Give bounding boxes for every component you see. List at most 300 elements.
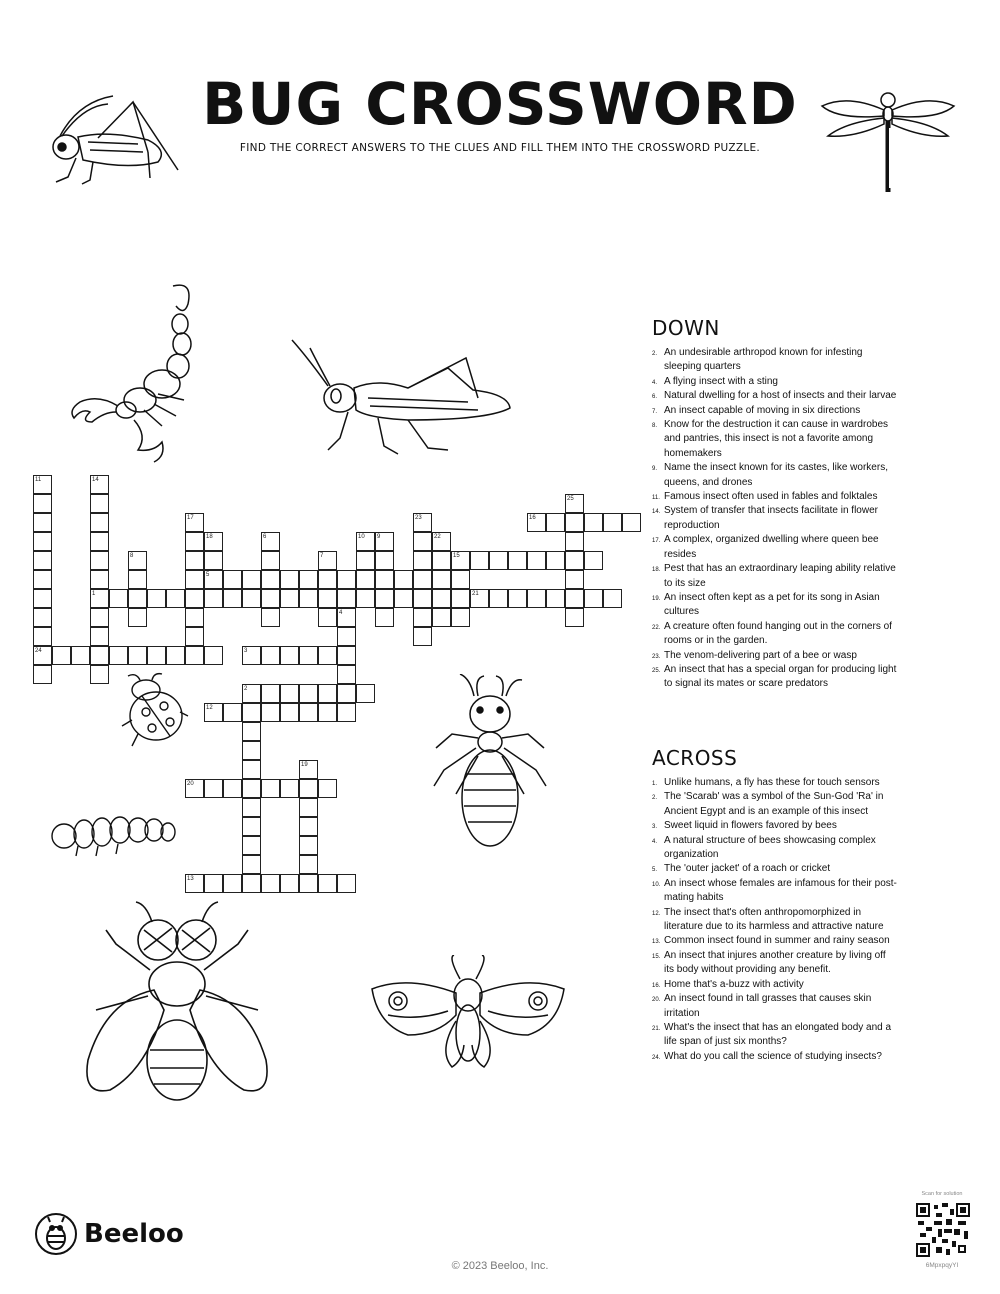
crossword-cell[interactable] [33,627,52,646]
crossword-cell[interactable] [185,513,204,532]
clue-text: Common insect found in summer and rainy season [664,935,890,947]
crossword-cell[interactable] [470,551,489,570]
crossword-cell[interactable] [261,874,280,893]
cell-number: 16 [529,515,536,521]
crossword-cell[interactable] [413,627,432,646]
crossword-cell[interactable] [546,589,565,608]
crossword-cell[interactable] [185,779,204,798]
crossword-cell[interactable] [280,874,299,893]
crossword-cell[interactable] [356,532,375,551]
crossword-cell[interactable] [185,627,204,646]
clue-item [652,934,897,948]
crossword-cell[interactable] [565,608,584,627]
crossword-cell[interactable] [261,646,280,665]
crossword-cell[interactable] [280,589,299,608]
crossword-cell[interactable] [33,608,52,627]
crossword-cell[interactable] [375,570,394,589]
crossword-cell[interactable] [242,874,261,893]
caterpillar-icon [48,808,178,864]
crossword-cell[interactable] [337,627,356,646]
clue-text: A natural structure of bees showcasing complex organization [664,834,876,861]
clue-item [652,776,897,790]
crossword-cell[interactable] [451,589,470,608]
crossword-cell[interactable] [565,589,584,608]
clue-number: 10. [652,881,661,888]
crossword-cell[interactable] [527,551,546,570]
clue-text: An insect often kept as a pet for its song in Asian cultures [664,591,880,618]
crossword-cell[interactable] [90,570,109,589]
clue-item [652,533,897,562]
crossword-cell[interactable] [337,665,356,684]
clue-text: Unlike humans, a fly has these for touch sensors [664,777,880,788]
clue-text: A complex, organized dwelling where queen bee resides [664,534,879,560]
cell-number: 13 [187,876,194,882]
clue-item [652,346,897,375]
clue-text: An insect whose females are infamous for their post-mating habits [664,877,897,904]
crossword-cell[interactable] [318,646,337,665]
crossword-cell[interactable] [299,836,318,855]
crossword-cell[interactable] [622,513,641,532]
crossword-cell[interactable] [242,760,261,779]
crossword-cell[interactable] [128,608,147,627]
crossword-cell[interactable] [337,646,356,665]
crossword-cell[interactable] [223,703,242,722]
clue-item [652,663,897,692]
crossword-cell[interactable] [166,589,185,608]
clue-text: What do you call the science of studying insects? [664,1050,882,1062]
crossword-cell[interactable] [318,608,337,627]
crossword-cell[interactable] [394,570,413,589]
crossword-cell[interactable] [261,703,280,722]
clue-item [652,819,897,833]
crossword-cell[interactable] [185,570,204,589]
clue-text: System of transfer that insects facilitate in flower reproduction [664,505,878,531]
crossword-cell[interactable] [375,532,394,551]
crossword-cell[interactable] [185,646,204,665]
clue-number: 8. [652,423,658,430]
crossword-cell[interactable] [204,532,223,551]
crossword-cell[interactable] [299,570,318,589]
clue-number: 21. [652,1025,661,1032]
crossword-cell[interactable] [204,703,223,722]
crossword-cell[interactable] [33,665,52,684]
crossword-cell[interactable] [185,874,204,893]
cell-number: 8 [130,553,134,559]
clue-item [652,649,897,663]
crossword-cell[interactable] [242,798,261,817]
cell-number: 15 [453,553,460,559]
clue-text: Home that's a-buzz with activity [664,978,804,990]
crossword-cell[interactable] [565,513,584,532]
crossword-cell[interactable] [261,570,280,589]
crossword-cell[interactable] [584,513,603,532]
copyright: © 2023 Beeloo, Inc. [451,1260,549,1272]
crossword-cell[interactable] [242,836,261,855]
crossword-cell[interactable] [242,570,261,589]
crossword-cell[interactable] [185,551,204,570]
crossword-cell[interactable] [261,779,280,798]
crossword-cell[interactable] [33,589,52,608]
clue-number: 20. [652,997,661,1004]
clue-text: An insect capable of moving in six directions [664,404,861,416]
clue-text: The 'Scarab' was a symbol of the Sun-God 'Ra' in Ancient Egypt and is an example of this insect [664,791,884,817]
clue-text: Name the insect known for its castes, like workers, queens, and drones [664,462,888,488]
cell-number: 3 [244,648,248,654]
scorpion-icon [58,276,208,466]
crossword-cell[interactable] [565,570,584,589]
dragonfly-icon [818,88,958,198]
crossword-cell[interactable] [223,779,242,798]
cell-number: 12 [206,705,213,711]
crossword-cell[interactable] [166,646,185,665]
crossword-cell[interactable] [451,551,470,570]
clue-item [652,562,897,591]
clue-number: 1. [652,781,658,787]
crossword-cell[interactable] [128,551,147,570]
bee-icon [34,1212,78,1256]
crossword-cell[interactable] [584,589,603,608]
crossword-cell[interactable] [375,589,394,608]
crossword-cell[interactable] [546,513,565,532]
clue-item [652,877,897,906]
across-clues [652,746,897,1064]
crossword-cell[interactable] [90,646,109,665]
clue-number: 3. [652,824,658,831]
crossword-cell[interactable] [299,589,318,608]
crossword-cell[interactable] [565,494,584,513]
crossword-cell[interactable] [242,703,261,722]
crossword-cell[interactable] [33,475,52,494]
clue-number: 12. [652,910,661,917]
crossword-cell[interactable] [356,589,375,608]
clue-item [652,1021,897,1050]
crossword-cell[interactable] [261,589,280,608]
logo-text: Beeloo [84,1219,184,1249]
crossword-cell[interactable] [337,703,356,722]
clue-item [652,1050,897,1064]
clue-item [652,504,897,533]
cell-number: 11 [35,477,42,483]
crossword-cell[interactable] [337,684,356,703]
crossword-cell[interactable] [508,551,527,570]
crossword-cell[interactable] [356,551,375,570]
crossword-cell[interactable] [318,570,337,589]
cell-number: 17 [187,515,194,521]
crossword-cell[interactable] [204,874,223,893]
crossword-cell[interactable] [337,589,356,608]
clue-number: 23. [652,653,661,660]
cell-number: 7 [320,553,324,559]
crossword-cell[interactable] [299,817,318,836]
beeloo-logo [34,1212,184,1256]
clue-text: Sweet liquid in flowers favored by bees [664,820,837,832]
cricket-icon [38,92,188,192]
clue-number: 7. [652,408,658,415]
crossword-cell[interactable] [280,646,299,665]
clue-item [652,461,897,490]
cell-number: 20 [187,781,194,787]
fly-icon [66,900,296,1110]
crossword-cell[interactable] [337,570,356,589]
clue-number: 4. [652,838,658,845]
crossword-cell[interactable] [128,589,147,608]
crossword-cell[interactable] [109,646,128,665]
clue-item [652,834,897,863]
clue-item [652,949,897,978]
crossword-cell[interactable] [90,608,109,627]
crossword-cell[interactable] [413,551,432,570]
crossword-cell[interactable] [432,608,451,627]
clue-item [652,790,897,819]
clue-item [652,375,897,389]
crossword-cell[interactable] [451,570,470,589]
clue-text: The 'outer jacket' of a roach or cricket [664,863,831,875]
crossword-cell[interactable] [128,646,147,665]
crossword-cell[interactable] [603,513,622,532]
crossword-cell[interactable] [432,532,451,551]
crossword-cell[interactable] [90,532,109,551]
clue-item [652,404,897,418]
crossword-cell[interactable] [489,551,508,570]
crossword-cell[interactable] [223,570,242,589]
clue-number: 16. [652,982,661,989]
clue-text: An insect found in tall grasses that causes skin irritation [664,993,872,1019]
crossword-cell[interactable] [413,532,432,551]
crossword-cell[interactable] [413,608,432,627]
crossword-cell[interactable] [546,551,565,570]
crossword-cell[interactable] [185,532,204,551]
clue-item [652,490,897,504]
crossword-cell[interactable] [33,532,52,551]
crossword-cell[interactable] [261,532,280,551]
crossword-cell[interactable] [242,684,261,703]
cell-number: 19 [301,762,308,768]
crossword-cell[interactable] [90,627,109,646]
crossword-cell[interactable] [489,589,508,608]
clue-item [652,389,897,403]
crossword-cell[interactable] [318,874,337,893]
crossword-cell[interactable] [90,589,109,608]
cell-number: 5 [206,572,210,578]
clue-text: An insect that injures another creature by living off its body without providing any benefit. [664,949,886,976]
crossword-cell[interactable] [33,551,52,570]
clue-item [652,992,897,1021]
cell-number: 25 [567,496,574,502]
crossword-cell[interactable] [375,608,394,627]
clue-item [652,418,897,461]
clue-number: 2. [652,795,658,802]
clue-text: The insect that's often anthropomorphized in literature due to its harmless and attractive nature [664,906,884,933]
crossword-cell[interactable] [299,684,318,703]
crossword-cell[interactable] [90,513,109,532]
crossword-cell[interactable] [394,589,413,608]
crossword-cell[interactable] [299,855,318,874]
clue-number: 17. [652,538,661,545]
qr-code-icon[interactable] [916,1203,970,1262]
crossword-cell[interactable] [318,551,337,570]
crossword-cell[interactable] [204,646,223,665]
clue-number: 5. [652,867,658,874]
cell-number: 14 [92,477,99,483]
moth-icon [368,955,568,1075]
clue-number: 25. [652,667,661,674]
clue-text: An undesirable arthropod known for infesting sleeping quarters [664,347,863,373]
cell-number: 18 [206,534,213,540]
down-heading: DOWN [652,316,720,340]
cell-number: 21 [472,591,479,597]
crossword-cell[interactable] [33,570,52,589]
crossword-cell[interactable] [565,551,584,570]
crossword-cell[interactable] [413,513,432,532]
across-heading: ACROSS [652,746,738,770]
crossword-cell[interactable] [242,779,261,798]
crossword-cell[interactable] [280,684,299,703]
clue-text: Natural dwelling for a host of insects and their larvae [664,390,897,402]
clue-number: 19. [652,595,661,602]
crossword-cell[interactable] [280,779,299,798]
crossword-cell[interactable] [242,855,261,874]
cell-number: 22 [434,534,441,540]
clue-text: An insect that has a special organ for producing light to signal its mates or scare predators [664,663,897,690]
clue-number: 22. [652,624,661,631]
crossword-cell[interactable] [147,589,166,608]
crossword-cell[interactable] [603,589,622,608]
crossword-cell[interactable] [527,513,546,532]
crossword-cell[interactable] [565,532,584,551]
crossword-cell[interactable] [128,570,147,589]
crossword-cell[interactable] [337,874,356,893]
crossword-cell[interactable] [90,494,109,513]
clue-item [652,591,897,620]
crossword-cell[interactable] [204,570,223,589]
crossword-cell[interactable] [356,684,375,703]
clue-text: What's the insect that has an elongated body and a life span of just six months? [664,1021,892,1048]
crossword-cell[interactable] [33,513,52,532]
crossword-cell[interactable] [413,570,432,589]
clue-text: A creature often found hanging out in the corners of rooms or in the garden. [664,620,892,647]
cell-number: 6 [263,534,267,540]
crossword-cell[interactable] [147,646,166,665]
crossword-cell[interactable] [280,570,299,589]
crossword-cell[interactable] [185,608,204,627]
crossword-cell[interactable] [90,475,109,494]
crossword-cell[interactable] [33,646,52,665]
crossword-cell[interactable] [185,589,204,608]
crossword-cell[interactable] [261,551,280,570]
crossword-cell[interactable] [318,684,337,703]
clue-text: The venom-delivering part of a bee or wasp [664,649,857,661]
crossword-cell[interactable] [584,551,603,570]
clue-number: 14. [652,509,661,516]
clue-number: 15. [652,953,661,960]
crossword-cell[interactable] [527,589,546,608]
crossword-cell[interactable] [375,551,394,570]
crossword-cell[interactable] [470,589,489,608]
clue-number: 13. [652,939,661,946]
clue-item [652,906,897,935]
crossword-cell[interactable] [109,589,128,608]
cell-number: 2 [244,686,248,692]
crossword-cell[interactable] [71,646,90,665]
crossword-cell[interactable] [299,760,318,779]
clue-number: 11. [652,495,660,502]
crossword-cell[interactable] [318,589,337,608]
crossword-cell[interactable] [242,817,261,836]
crossword-cell[interactable] [261,608,280,627]
down-clues [652,316,897,692]
crossword-cell[interactable] [261,684,280,703]
crossword-cell[interactable] [356,570,375,589]
crossword-cell[interactable] [318,703,337,722]
clue-text: A flying insect with a sting [664,375,778,387]
clue-text: Pest that has an extraordinary leaping ability relative to its size [664,563,896,589]
cell-number: 10 [358,534,365,540]
crossword-cell[interactable] [432,589,451,608]
clue-number: 6. [652,394,658,401]
cell-number: 24 [35,648,42,654]
crossword-cell[interactable] [508,589,527,608]
clue-number: 18. [652,567,661,574]
crossword-cell[interactable] [33,494,52,513]
clue-number: 4. [652,379,658,386]
crossword-cell[interactable] [337,608,356,627]
crossword-cell[interactable] [90,551,109,570]
crossword-cell[interactable] [299,874,318,893]
page-subtitle: FIND THE CORRECT ANSWERS TO THE CLUES AND FILL THEM INTO THE CROSSWORD PUZZLE. [239,142,761,154]
crossword-cell[interactable] [432,551,451,570]
crossword-cell[interactable] [242,646,261,665]
clue-number: 2. [652,351,658,357]
ladybug-icon [118,672,190,750]
crossword-cell[interactable] [432,570,451,589]
crossword-cell[interactable] [299,646,318,665]
crossword-cell[interactable] [242,722,261,741]
cell-number: 1 [92,591,96,597]
crossword-cell[interactable] [299,798,318,817]
clue-text: Famous insect often used in fables and folktales [664,491,878,503]
clue-text: Know for the destruction it can cause in wardrobes and pantries, this insect is not a favorite among homemakers [664,419,889,459]
cell-number: 4 [339,610,343,616]
qr-label: Scan for solution [921,1191,963,1197]
clue-number: 24. [652,1054,661,1061]
crossword-cell[interactable] [223,874,242,893]
clue-number: 9. [652,466,658,473]
crossword-cell[interactable] [204,779,223,798]
crossword-cell[interactable] [299,703,318,722]
crossword-cell[interactable] [318,779,337,798]
crossword-cell[interactable] [223,589,242,608]
cell-number: 23 [415,515,422,521]
page-title: BUG CROSSWORD [202,70,798,138]
crossword-cell[interactable] [242,589,261,608]
crossword-cell[interactable] [413,589,432,608]
crossword-cell[interactable] [204,589,223,608]
clue-item [652,620,897,649]
crossword-cell[interactable] [280,703,299,722]
crossword-cell[interactable] [52,646,71,665]
crossword-cell[interactable] [299,779,318,798]
grasshopper-icon [288,338,518,468]
qr-code-text: 6MpxpqyYI [925,1262,959,1269]
clue-item [652,862,897,876]
clue-item [652,978,897,992]
crossword-cell[interactable] [242,741,261,760]
cell-number: 9 [377,534,381,540]
termite-icon [430,674,550,854]
crossword-cell[interactable] [451,608,470,627]
crossword-cell[interactable] [204,551,223,570]
crossword-cell[interactable] [90,665,109,684]
